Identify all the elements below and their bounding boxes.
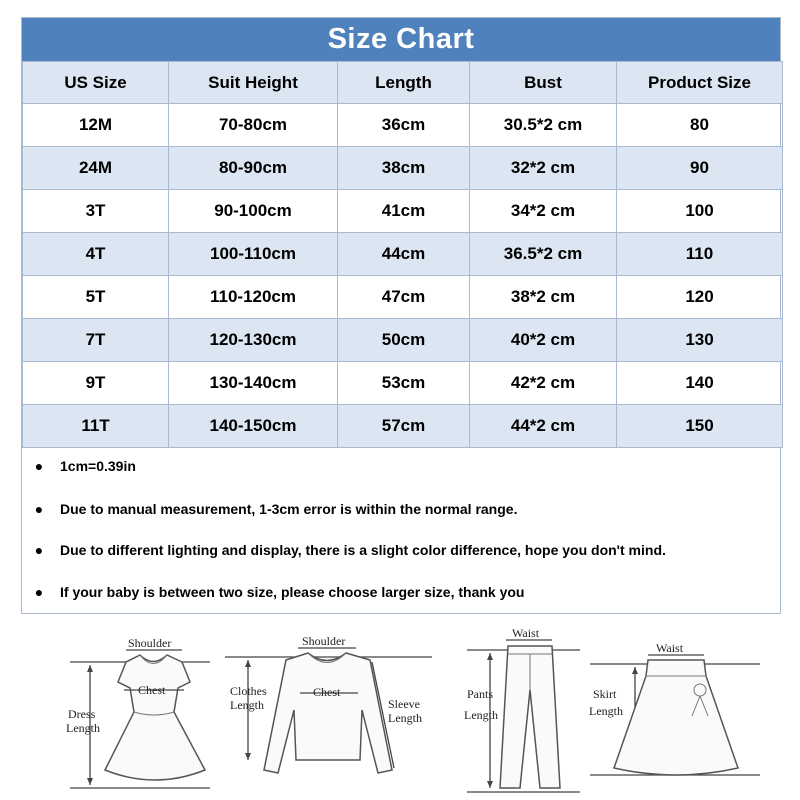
skirt-waist-label: Waist bbox=[656, 641, 684, 655]
pants-length-label-1: Pants bbox=[467, 687, 494, 701]
cell-us-size: 24M bbox=[23, 147, 169, 190]
dress-length-label-1: Dress bbox=[68, 707, 96, 721]
size-chart bbox=[21, 17, 781, 614]
dress-length-label-2: Length bbox=[66, 721, 100, 735]
cell-length: 38cm bbox=[338, 147, 470, 190]
note-item bbox=[32, 501, 517, 517]
col-header-us-size: US Size bbox=[23, 62, 169, 104]
bullet-icon: ● bbox=[34, 584, 44, 600]
bullet-icon: ● bbox=[34, 458, 44, 474]
shirt-shoulder-label: Shoulder bbox=[302, 634, 346, 648]
shirt-diagram bbox=[225, 634, 432, 773]
shirt-clothes-label-1: Clothes bbox=[230, 684, 267, 698]
cell-product-size: 150 bbox=[617, 405, 783, 448]
cell-product-size: 120 bbox=[617, 276, 783, 319]
cell-product-size: 140 bbox=[617, 362, 783, 405]
cell-length: 47cm bbox=[338, 276, 470, 319]
cell-bust: 42*2 cm bbox=[470, 362, 617, 405]
note-text: If your baby is between two size, please choose larger size, thank you bbox=[60, 584, 525, 600]
cell-length: 44cm bbox=[338, 233, 470, 276]
cell-us-size: 4T bbox=[23, 233, 169, 276]
bullet-icon: ● bbox=[34, 542, 44, 558]
cell-bust: 44*2 cm bbox=[470, 405, 617, 448]
cell-suit-height: 90-100cm bbox=[169, 190, 338, 233]
table-row bbox=[23, 405, 783, 448]
col-header-bust: Bust bbox=[470, 62, 617, 104]
cell-suit-height: 100-110cm bbox=[169, 233, 338, 276]
shirt-clothes-label-2: Length bbox=[230, 698, 264, 712]
table-row bbox=[23, 190, 783, 233]
notes-section bbox=[22, 448, 780, 613]
shirt-chest-label: Chest bbox=[313, 685, 341, 699]
pants-waist-label: Waist bbox=[512, 626, 540, 640]
cell-bust: 32*2 cm bbox=[470, 147, 617, 190]
cell-product-size: 90 bbox=[617, 147, 783, 190]
table-row bbox=[23, 233, 783, 276]
skirt-length-label-2: Length bbox=[589, 704, 623, 718]
cell-suit-height: 80-90cm bbox=[169, 147, 338, 190]
cell-product-size: 100 bbox=[617, 190, 783, 233]
cell-bust: 36.5*2 cm bbox=[470, 233, 617, 276]
note-text: Due to different lighting and display, there is a slight color difference, hope you don't mind. bbox=[60, 542, 666, 558]
table-row bbox=[23, 319, 783, 362]
cell-suit-height: 120-130cm bbox=[169, 319, 338, 362]
note-item bbox=[32, 584, 524, 600]
cell-us-size: 3T bbox=[23, 190, 169, 233]
note-item bbox=[32, 458, 136, 474]
table-row bbox=[23, 362, 783, 405]
cell-bust: 38*2 cm bbox=[470, 276, 617, 319]
col-header-product-size: Product Size bbox=[617, 62, 783, 104]
cell-product-size: 130 bbox=[617, 319, 783, 362]
dress-diagram bbox=[66, 636, 210, 788]
cell-length: 57cm bbox=[338, 405, 470, 448]
cell-bust: 40*2 cm bbox=[470, 319, 617, 362]
col-header-suit-height: Suit Height bbox=[169, 62, 338, 104]
cell-product-size: 80 bbox=[617, 104, 783, 147]
cell-length: 50cm bbox=[338, 319, 470, 362]
table-row bbox=[23, 147, 783, 190]
cell-suit-height: 140-150cm bbox=[169, 405, 338, 448]
cell-suit-height: 110-120cm bbox=[169, 276, 338, 319]
note-text: 1cm=0.39in bbox=[60, 458, 136, 474]
cell-suit-height: 130-140cm bbox=[169, 362, 338, 405]
cell-us-size: 9T bbox=[23, 362, 169, 405]
table-header-row bbox=[23, 62, 783, 104]
cell-length: 53cm bbox=[338, 362, 470, 405]
skirt-diagram bbox=[589, 641, 760, 775]
cell-us-size: 7T bbox=[23, 319, 169, 362]
cell-suit-height: 70-80cm bbox=[169, 104, 338, 147]
table-row bbox=[23, 276, 783, 319]
cell-product-size: 110 bbox=[617, 233, 783, 276]
cell-us-size: 11T bbox=[23, 405, 169, 448]
cell-bust: 30.5*2 cm bbox=[470, 104, 617, 147]
cell-us-size: 12M bbox=[23, 104, 169, 147]
shirt-sleeve-label-2: Length bbox=[388, 711, 422, 725]
col-header-length: Length bbox=[338, 62, 470, 104]
cell-bust: 34*2 cm bbox=[470, 190, 617, 233]
pants-length-label-2: Length bbox=[464, 708, 498, 722]
cell-length: 41cm bbox=[338, 190, 470, 233]
dress-chest-label: Chest bbox=[138, 683, 166, 697]
dress-shoulder-label: Shoulder bbox=[128, 636, 172, 650]
measurement-diagrams bbox=[0, 620, 800, 800]
chart-title: Size Chart bbox=[22, 18, 780, 61]
bullet-icon: ● bbox=[34, 501, 44, 517]
cell-length: 36cm bbox=[338, 104, 470, 147]
shirt-sleeve-label-1: Sleeve bbox=[388, 697, 420, 711]
cell-us-size: 5T bbox=[23, 276, 169, 319]
note-text: Due to manual measurement, 1-3cm error is within the normal range. bbox=[60, 501, 518, 517]
size-table bbox=[22, 61, 783, 448]
skirt-length-label-1: Skirt bbox=[593, 687, 617, 701]
table-row bbox=[23, 104, 783, 147]
note-item bbox=[32, 542, 666, 558]
pants-diagram bbox=[464, 626, 580, 792]
